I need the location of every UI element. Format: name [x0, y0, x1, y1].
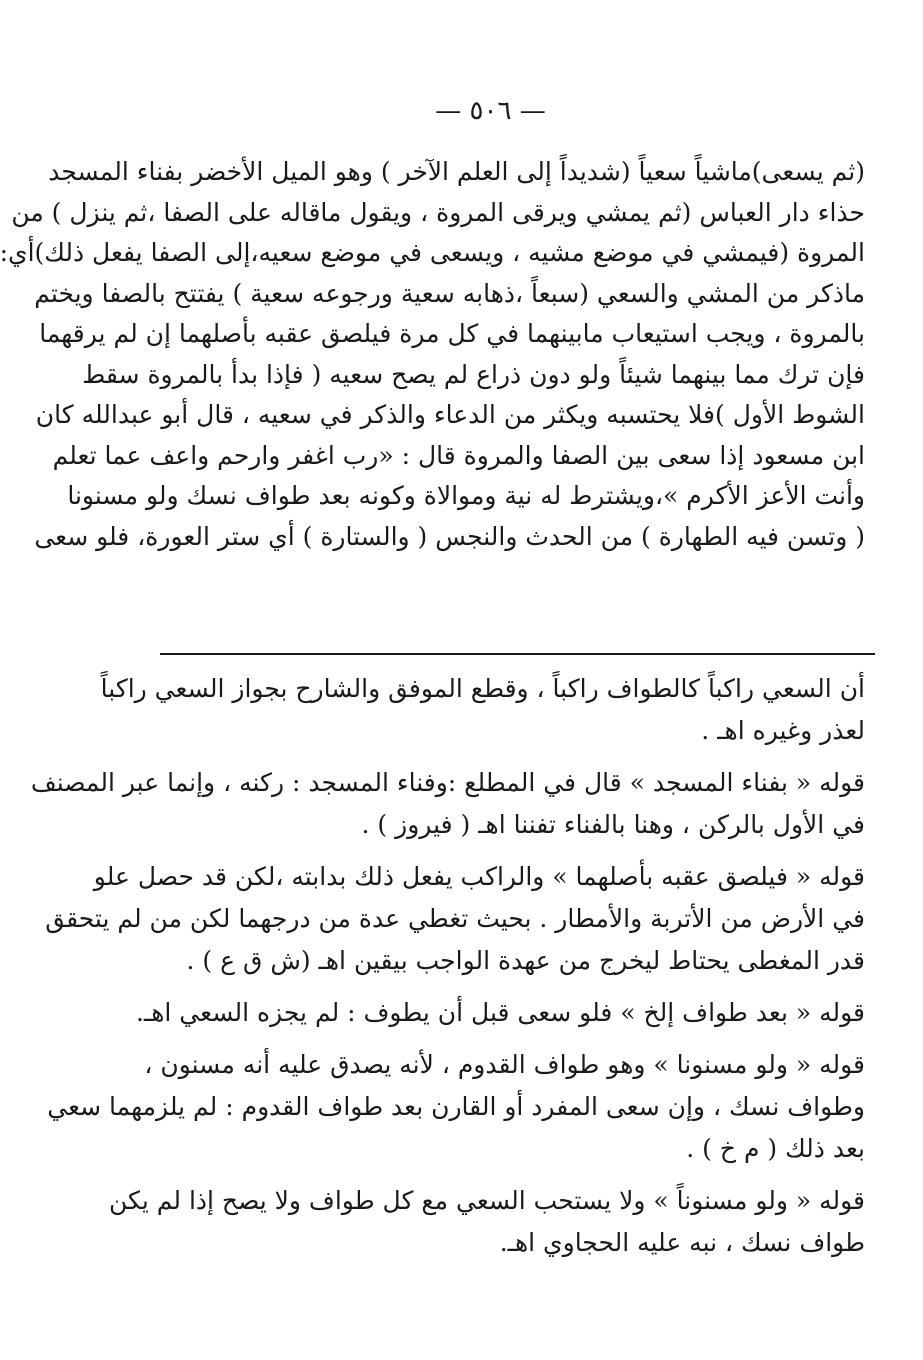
- footnote-line: قوله « ولو مسنونا » وهو طواف القدوم ، لأنه يصدق عليه أنه مسنون ،: [144, 1050, 865, 1079]
- footnote-line: قدر المغطى يحتاط ليخرج من عهدة الواجب بيقين اهـ (ش ق ع ) .: [186, 946, 865, 975]
- footnote: [30, 762, 865, 846]
- footnote-line: في الأرض من الأتربة والأمطار . بحيث تغطي عدة من درجهما لكن من لم يتحقق: [45, 904, 865, 933]
- footnote-line: لعذر وغيره اهـ .: [701, 716, 865, 745]
- footnote-line: بعد ذلك ( م خ ) .: [686, 1134, 865, 1163]
- main-text-line: المروة (فيمشي في موضع مشيه ، ويسعى في موضع سعيه،إلى الصفا يفعل ذلك)أي:: [0, 238, 865, 267]
- main-text-line: حذاء دار العباس (ثم يمشي ويرقى المروة ، ويقول ماقاله على الصفا ،ثم ينزل ) من: [11, 197, 865, 227]
- page-number: — ٥٠٦ —: [435, 96, 546, 126]
- main-text-line: ماذكر من المشي والسعي (سبعاً ،ذهابه سعية ورجوعه سعية ) يفتتح بالصفا ويختم: [34, 278, 865, 308]
- footnote: [47, 1044, 865, 1170]
- main-text-line: ( وتسن فيه الطهارة ) من الحدث والنجس ( والستارة ) أي ستر العورة، فلو سعى: [34, 521, 865, 551]
- footnote-line: قوله « فيلصق عقبه بأصلهما » والراكب يفعل ذلك بدابته ،لكن قد حصل علو: [93, 862, 865, 891]
- footnote: [100, 668, 865, 752]
- footnote-line: قوله « بفناء المسجد » قال في المطلع :وفناء المسجد : ركنه ، وإنما عبر المصنف: [30, 768, 865, 797]
- main-text-line: وأنت الأعز الأكرم »،ويشترط له نية وموالاة وكونه بعد طواف نسك ولو مسنونا: [67, 481, 865, 510]
- footnotes-block: [30, 668, 865, 1274]
- footnote: [109, 1180, 865, 1264]
- footnote-line: قوله « بعد طواف إلخ » فلو سعى قبل أن يطوف : لم يجزه السعي اهـ.: [135, 998, 865, 1027]
- main-text-line: بالمروة ، ويجب استيعاب مابينهما في كل مرة فيلصق عقبه بأصلهما إن لم يرقهما: [39, 319, 865, 348]
- footnote-divider: [160, 653, 875, 655]
- footnote-line: وطواف نسك ، وإن سعى المفرد أو القارن بعد طواف القدوم : لم يلزمهما سعي: [47, 1092, 865, 1121]
- main-text-line: ابن مسعود إذا سعى بين الصفا والمروة قال : «رب اغفر وارحم واعف عما تعلم: [52, 440, 865, 470]
- footnote-line: طواف نسك ، نبه عليه الحجاوي اهـ.: [499, 1228, 865, 1257]
- main-text-line: الشوط الأول )فلا يحتسبه ويكثر من الدعاء والذكر في سعيه ، قال أبو عبدالله كان: [35, 400, 865, 429]
- main-text-line: (ثم يسعى)ماشياً سعياً (شديداً إلى العلم الآخر ) وهو الميل الأخضر بفناء المسجد: [48, 157, 865, 186]
- main-text-block: [0, 152, 865, 557]
- main-text-line: فإن ترك مما بينهما شيئاً ولو دون ذراع لم يصح سعيه ( فإذا بدأ بالمروة سقط: [82, 359, 865, 389]
- footnote-line: أن السعي راكباً كالطواف راكباً ، وقطع الموفق والشارح بجواز السعي راكباً: [100, 674, 865, 703]
- footnote-line: قوله « ولو مسنوناً » ولا يستحب السعي مع كل طواف ولا يصح إذا لم يكن: [109, 1186, 865, 1215]
- footnote-line: في الأول بالركن ، وهنا بالفناء تفننا اهـ ( فيروز ) .: [361, 810, 865, 839]
- footnote: [45, 856, 865, 982]
- footnote: [135, 992, 865, 1034]
